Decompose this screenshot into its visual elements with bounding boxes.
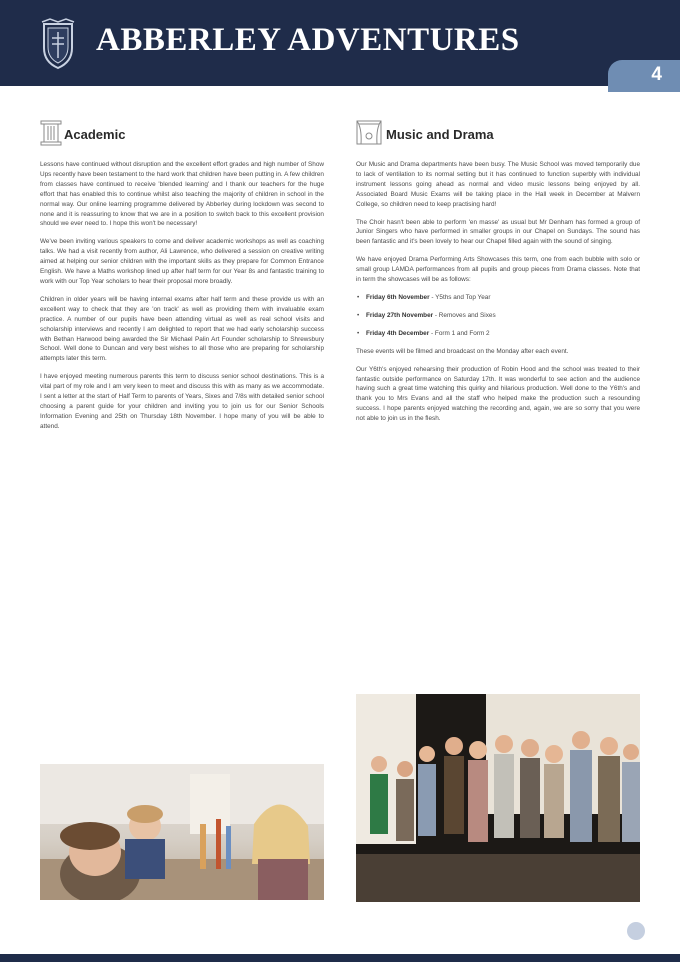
page-corner-circle (627, 922, 645, 940)
page-title: ABBERLEY ADVENTURES (96, 22, 520, 58)
academic-paragraph: Lessons have continued without disruption and the excellent effort grades and high number of Show Ups recently have been testament to the hard work that children have been putting in. A few children from classes have continued to receive 'blended learning' and I thank our teachers for the huge effort that has enabled this to continue whilst also teaching the majority of children in school in the normal way. Our online learning programme delivered by Abberley during lockdown was second to none and it is reassuring to know that we are in a position to switch back to this excellent provision should we ever need to. I hope this won't be necessary! (40, 161, 324, 228)
showcase-item (366, 293, 640, 303)
showcase-item (366, 311, 640, 321)
footer-bar (0, 954, 680, 962)
showcase-date: Friday 6th November (366, 293, 430, 301)
classroom-photo-illustration (40, 764, 324, 900)
showcase-detail: - Removes and Sixes (434, 311, 496, 319)
pillar-icon (40, 120, 62, 146)
music-drama-column (356, 120, 640, 432)
curtain-stage-icon (356, 120, 382, 146)
academic-paragraph: Children in older years will be having internal exams after half term and these provide us with an excellent way to check that they are 'on track' as well as providing them with invaluable exam practice. A number of our pupils have been attending virtual as well as real school visits and scholarship interviews and recently I am delighted to report that we had early scholarship success with Bethan Harwood being awarded the Sir Michael Palin Art Founder scholarship to Shrewsbury School. Well done to Duncan and very best wishes to all those who are preparing for scholarship attempts later this term. (40, 295, 324, 363)
showcase-date: Friday 27th November (366, 311, 434, 319)
music-drama-paragraph: These events will be filmed and broadcast on the Monday after each event. (356, 347, 569, 355)
drama-performance-photo (356, 694, 640, 902)
music-drama-paragraph: The Choir hasn't been able to perform 'en masse' as usual but Mr Denham has formed a group of Junior Singers who have performed in smaller groups in our Chapel on Sundays. The sound has been fantastic and it's been lovely to hear our Chapel filled again with the sound of singing. (356, 218, 640, 246)
academic-column (40, 120, 324, 440)
academic-paragraph: I have enjoyed meeting numerous parents this term to discuss senior school destinations. This is a vital part of my role and I am very keen to meet and discuss this with as many as we accommodate. I sent a letter at the start of Half Term to parents of Years, Sixes and 7/8s with detailed senior school choosing a parent guide for your children and inviting you to join us for our Senior Schools Information Evening and 25th on Thursday 18th November. I hope many of you will be able to attend. (40, 373, 324, 430)
music-drama-paragraph: Our Music and Drama departments have been busy. The Music School was moved temporarily due to lack of ventilation to its normal setting but it has continued to function superbly with individual instrument lessons going ahead as normal and video music lessons being enjoyed by all. Associated Board Music Exams will be taking place in the Hall week in December at Malvern College, so children need to keep practising hard! (356, 161, 640, 208)
page-header (0, 0, 680, 86)
classroom-photo (40, 764, 324, 900)
showcase-detail: - Form 1 and Form 2 (431, 329, 490, 337)
music-drama-paragraph: We have enjoyed Drama Performing Arts Showcases this term, one from each bubble with solo or small group LAMDA performances from all pupils and group pieces from Drama classes. Note that in term the showcases will be as follows: (356, 256, 640, 284)
music-drama-heading: Music and Drama (386, 127, 494, 142)
academic-paragraph: We've been inviting various speakers to come and deliver academic workshops as well as coaching talks. We had a visit recently from author, Ali Lawrence, who delivered a session on creative writing aimed at helping our senior children with the important skills as they prepare for Common Entrance English. We have a Maths workshop lined up after half term for our Year 8s and fantastic training to work with our Top Year scholars to hear their proposal more broadly. (40, 238, 324, 285)
academic-heading: Academic (64, 127, 126, 142)
showcase-item (366, 329, 640, 339)
academic-section-header (40, 120, 324, 150)
page-number: 4 (651, 64, 662, 85)
drama-performance-illustration (356, 694, 640, 902)
showcase-list (356, 293, 640, 339)
music-drama-paragraph: Our Y6th's enjoyed rehearsing their production of Robin Hood and the school was treated to their fantastic outside performance on Saturday 17th. It was wonderful to see action and the audience having such a great time watching this quirky and hilarious production. Well done to the Y6th's and thank you to Mrs Evans and all the staff who helped make the production such a resounding success. I hope parents enjoyed watching the recording and, again, we are so sorry that you were not able to join us in the flesh. (356, 365, 640, 423)
page-number-tab (608, 60, 680, 92)
showcase-date: Friday 4th December (366, 329, 430, 337)
school-crest-icon (38, 18, 78, 70)
showcase-detail: - Y5ths and Top Year (431, 293, 491, 301)
music-drama-section-header (356, 120, 640, 150)
